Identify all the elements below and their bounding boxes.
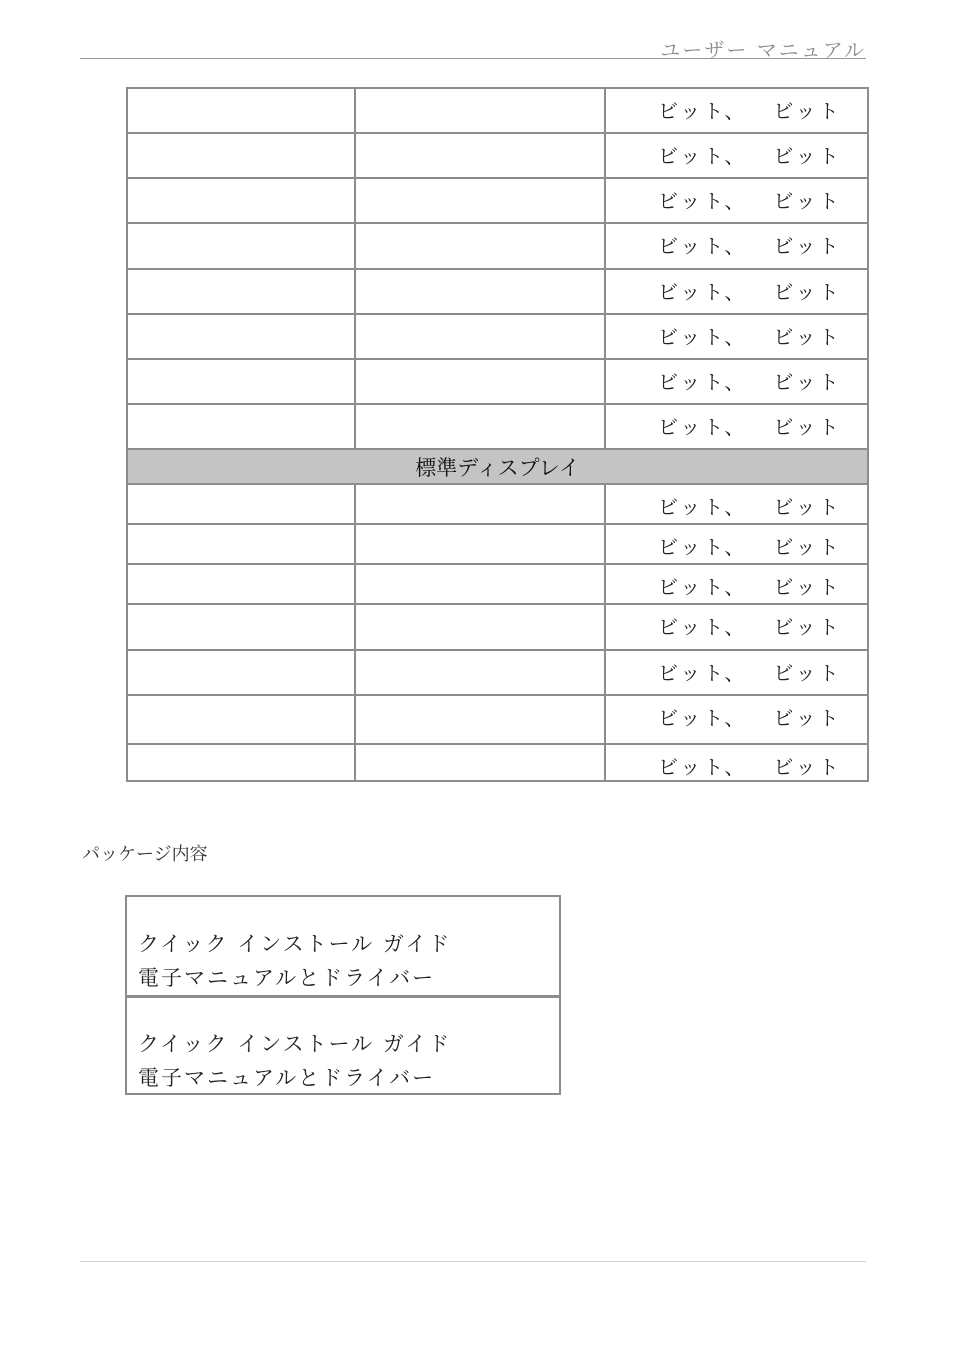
bit-b: ビット (773, 575, 842, 599)
table-row (127, 695, 868, 744)
spec-cell-bits (605, 564, 868, 604)
spec-cell-value (355, 744, 605, 781)
spec-cell-value (355, 604, 605, 650)
spec-cell-label (127, 524, 355, 564)
table-row (127, 269, 868, 314)
bit-b: ビット (773, 234, 842, 258)
package-item (127, 897, 559, 995)
bit-a: ビット、 (658, 661, 748, 685)
bit-b: ビット (773, 415, 842, 439)
table-row (127, 133, 868, 178)
spec-cell-bits (605, 314, 868, 359)
spec-cell-bits (605, 269, 868, 314)
spec-cell-label (127, 650, 355, 695)
bit-b: ビット (773, 706, 842, 730)
spec-cell-bits (605, 223, 868, 269)
bit-b: ビット (773, 370, 842, 394)
table-row (127, 604, 868, 650)
spec-cell-bits (605, 88, 868, 133)
bit-a: ビット、 (658, 615, 748, 639)
table-row (127, 223, 868, 269)
spec-cell-value (355, 133, 605, 178)
spec-cell-value (355, 178, 605, 223)
spec-cell-label (127, 744, 355, 781)
bit-a: ビット、 (658, 370, 748, 394)
table-row (127, 524, 868, 564)
spec-cell-label (127, 223, 355, 269)
package-item-line: 電子マニュアルとドライバー (138, 966, 436, 990)
footer-divider (80, 1261, 866, 1262)
spec-table (126, 87, 869, 782)
spec-cell-label (127, 404, 355, 449)
spec-cell-value (355, 695, 605, 744)
bit-a: ビット、 (658, 755, 748, 779)
spec-cell-label (127, 695, 355, 744)
bit-b: ビット (773, 144, 842, 168)
bit-b: ビット (773, 661, 842, 685)
bit-a: ビット、 (658, 575, 748, 599)
bit-a: ビット、 (658, 99, 748, 123)
spec-cell-value (355, 564, 605, 604)
bit-b: ビット (773, 325, 842, 349)
bit-a: ビット、 (658, 495, 748, 519)
spec-cell-bits (605, 604, 868, 650)
section-title: 標準ディスプレイ (127, 449, 868, 484)
bit-a: ビット、 (658, 280, 748, 304)
spec-cell-bits (605, 404, 868, 449)
table-row (127, 359, 868, 404)
package-contents-heading: パッケージ内容 (82, 844, 208, 865)
spec-cell-label (127, 564, 355, 604)
bit-a: ビット、 (658, 234, 748, 258)
package-item (127, 995, 559, 1093)
spec-cell-value (355, 650, 605, 695)
package-contents-box (125, 895, 561, 1095)
bit-a: ビット、 (658, 415, 748, 439)
spec-cell-label (127, 359, 355, 404)
spec-cell-bits (605, 524, 868, 564)
spec-cell-value (355, 484, 605, 524)
bit-b: ビット (773, 495, 842, 519)
bit-b: ビット (773, 99, 842, 123)
table-row (127, 484, 868, 524)
spec-cell-value (355, 359, 605, 404)
page-header-title: ユーザー マニュアル (660, 38, 866, 62)
table-row (127, 650, 868, 695)
bit-a: ビット、 (658, 325, 748, 349)
spec-cell-label (127, 604, 355, 650)
package-item-line: クイック インストール ガイド (138, 932, 452, 956)
bit-a: ビット、 (658, 535, 748, 559)
spec-cell-bits (605, 359, 868, 404)
spec-cell-value (355, 223, 605, 269)
table-section-row (127, 449, 868, 484)
bit-b: ビット (773, 755, 842, 779)
bit-b: ビット (773, 535, 842, 559)
spec-cell-bits (605, 484, 868, 524)
package-item-line: 電子マニュアルとドライバー (138, 1066, 436, 1090)
table-row (127, 88, 868, 133)
spec-cell-label (127, 314, 355, 359)
spec-cell-value (355, 404, 605, 449)
spec-cell-label (127, 269, 355, 314)
package-item-line: クイック インストール ガイド (138, 1032, 452, 1056)
spec-cell-value (355, 524, 605, 564)
spec-cell-label (127, 178, 355, 223)
table-row (127, 564, 868, 604)
spec-cell-label (127, 88, 355, 133)
bit-a: ビット、 (658, 706, 748, 730)
spec-cell-bits (605, 133, 868, 178)
bit-a: ビット、 (658, 144, 748, 168)
table-row (127, 178, 868, 223)
bit-b: ビット (773, 615, 842, 639)
table-row (127, 404, 868, 449)
spec-cell-bits (605, 744, 868, 781)
spec-cell-label (127, 484, 355, 524)
bit-a: ビット、 (658, 189, 748, 213)
spec-cell-bits (605, 695, 868, 744)
table-row (127, 314, 868, 359)
spec-cell-label (127, 133, 355, 178)
spec-cell-bits (605, 178, 868, 223)
bit-b: ビット (773, 280, 842, 304)
spec-cell-value (355, 88, 605, 133)
spec-cell-value (355, 314, 605, 359)
bit-b: ビット (773, 189, 842, 213)
table-row (127, 744, 868, 781)
spec-cell-bits (605, 650, 868, 695)
header-divider (80, 58, 866, 59)
spec-cell-value (355, 269, 605, 314)
